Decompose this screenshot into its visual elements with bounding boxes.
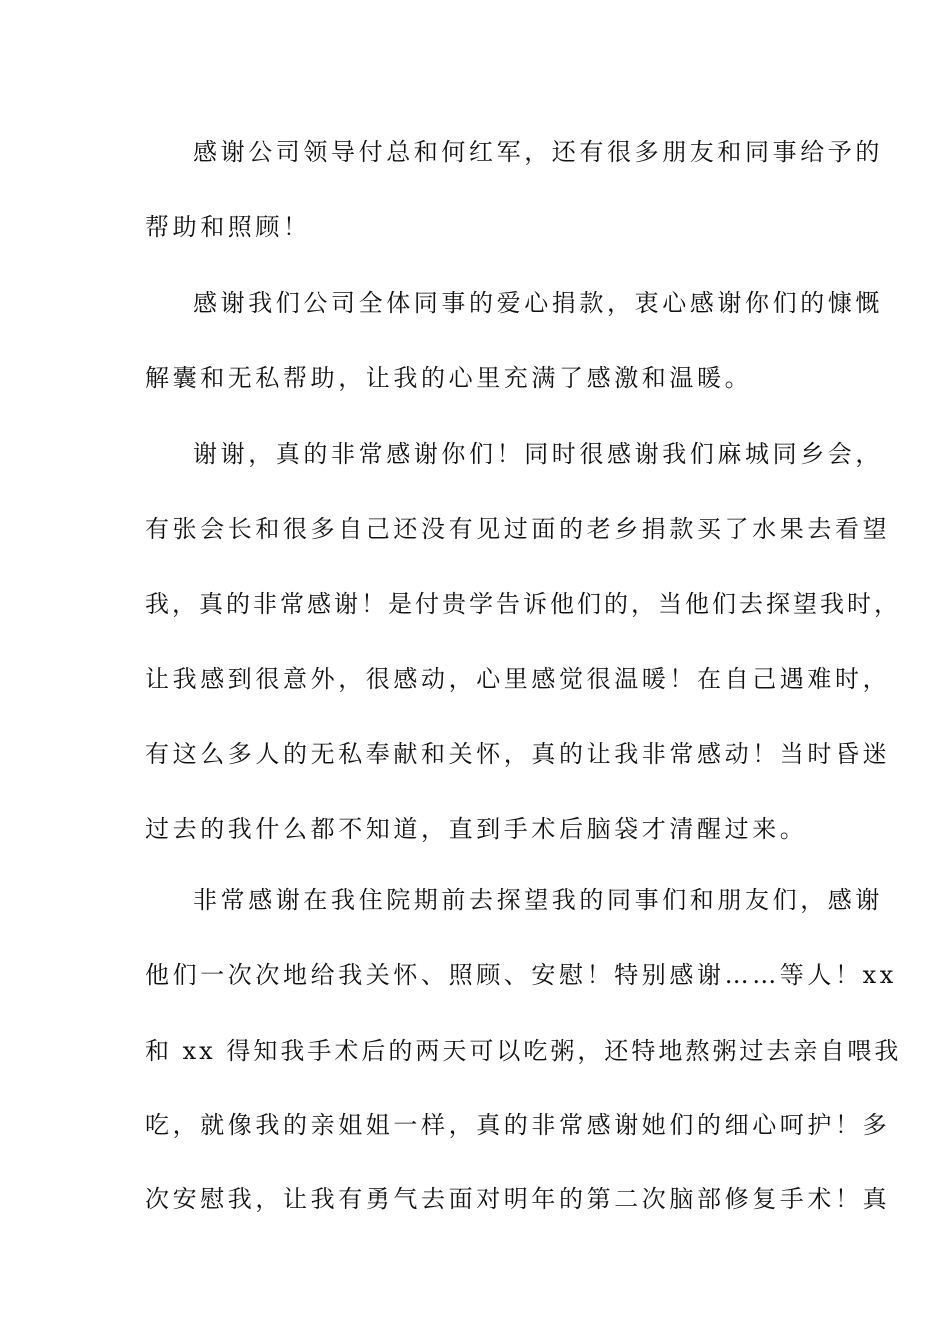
paragraph-3-line-4: 让我感到很意外，很感动，心里感觉很温暖！在自己遇难时， xyxy=(145,665,891,693)
paragraph-4-line-4: 吃，就像我的亲姐姐一样，真的非常感谢她们的细心呵护！多 xyxy=(145,1111,891,1139)
paragraph-3-line-1: 谢谢，真的非常感谢你们！同时很感谢我们麻城同乡会， xyxy=(193,440,883,468)
paragraph-3-line-6: 过去的我什么都不知道，直到手术后脑袋才清醒过来。 xyxy=(145,815,808,843)
paragraph-3-line-2: 有张会长和很多自己还没有见过面的老乡捐款买了水果去看望 xyxy=(145,515,891,543)
paragraph-1-line-2: 帮助和照顾！ xyxy=(145,213,311,241)
paragraph-4-line-5: 次安慰我，让我有勇气去面对明年的第二次脑部修复手术！真 xyxy=(145,1185,891,1213)
paragraph-1-line-1: 感谢公司领导付总和何红军，还有很多朋友和同事给予的 xyxy=(193,138,883,166)
paragraph-2-line-2: 解囊和无私帮助，让我的心里充满了感激和温暖。 xyxy=(145,364,753,392)
paragraph-3-line-5: 有这么多人的无私奉献和关怀，真的让我非常感动！当时昏迷 xyxy=(145,740,891,768)
paragraph-4-line-3: 和 xx 得知我手术后的两天可以吃粥，还特地熬粥过去亲自喂我 xyxy=(145,1037,902,1065)
paragraph-3-line-3: 我，真的非常感谢！是付贵学告诉他们的，当他们去探望我时， xyxy=(145,590,901,618)
paragraph-4-line-2: 他们一次次地给我关怀、照顾、安慰！特别感谢……等人！xx xyxy=(145,961,897,989)
paragraph-2-line-1: 感谢我们公司全体同事的爱心捐款，衷心感谢你们的慷慨 xyxy=(193,289,883,317)
paragraph-4-line-1: 非常感谢在我住院期前去探望我的同事们和朋友们，感谢 xyxy=(193,886,883,914)
